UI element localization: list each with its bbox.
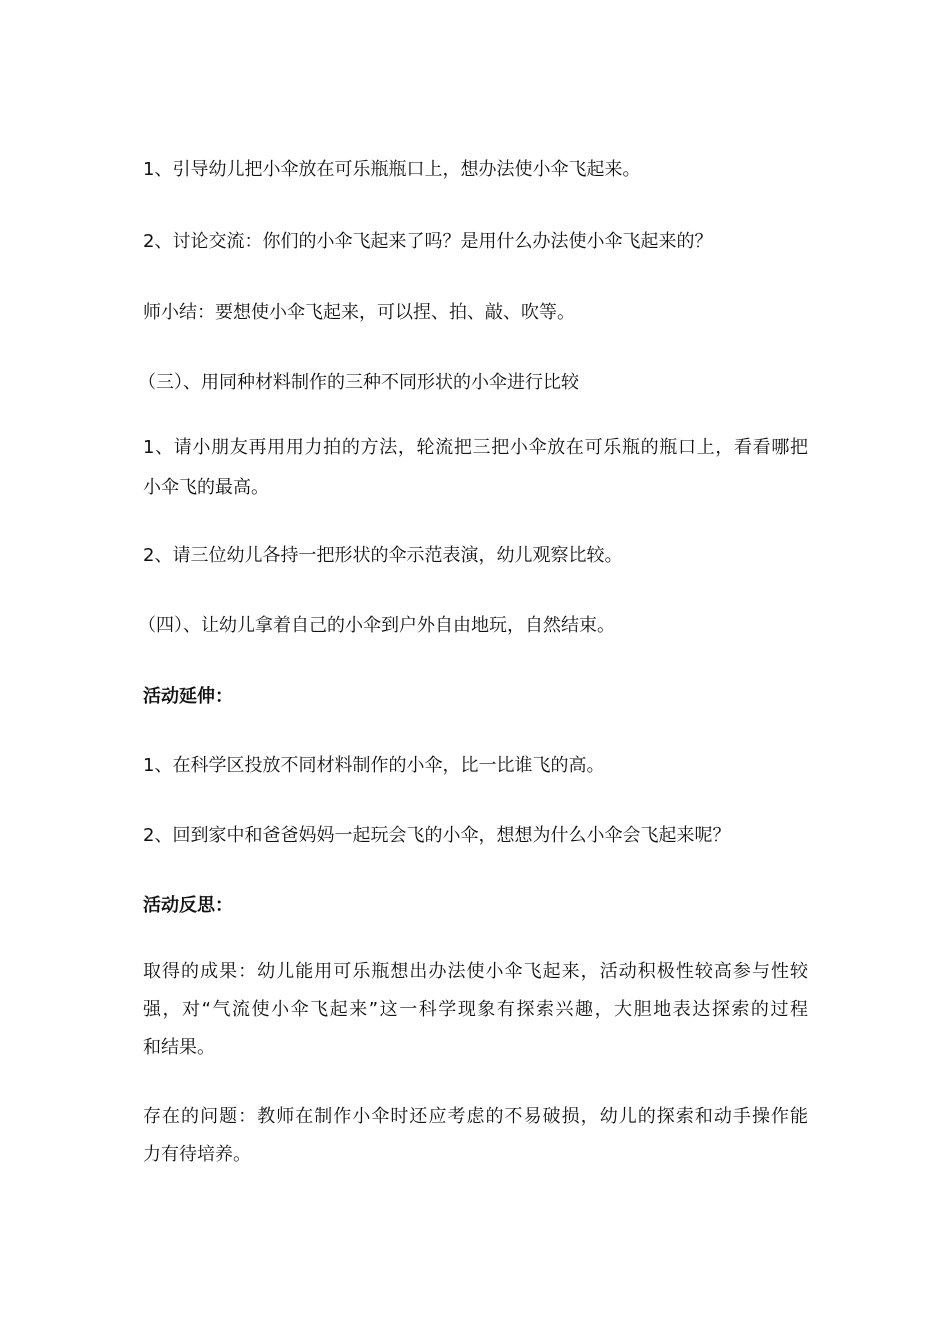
paragraph-compare-1-line-1: 1、请小朋友再用用力拍的方法，轮流把三把小伞放在可乐瓶的瓶口上，看看哪把 <box>143 437 808 458</box>
paragraph-step-1: 1、引导幼儿把小伞放在可乐瓶瓶口上，想办法使小伞飞起来。 <box>143 159 641 180</box>
paragraph-results-line-3: 和结果。 <box>143 1037 215 1058</box>
paragraph-step-2: 2、讨论交流：你们的小伞飞起来了吗？是用什么办法使小伞飞起来的？ <box>143 231 713 252</box>
section-heading-3: （三）、用同种材料制作的三种不同形状的小伞进行比较 <box>138 372 579 393</box>
paragraph-compare-2: 2、请三位幼儿各持一把形状的伞示范表演，幼儿观察比较。 <box>143 545 623 566</box>
paragraph-teacher-summary: 师小结：要想使小伞飞起来，可以捏、拍、敲、吹等。 <box>143 302 575 323</box>
section-heading-4: （四）、让幼儿拿着自己的小伞到户外自由地玩，自然结束。 <box>138 615 615 636</box>
paragraph-results-line-1: 取得的成果：幼儿能用可乐瓶想出办法使小伞飞起来，活动积极性较高参与性较 <box>143 961 808 982</box>
paragraph-problems-line-2: 力有待培养。 <box>143 1144 251 1165</box>
paragraph-results-line-2: 强，对“气流使小伞飞起来”这一科学现象有探索兴趣，大胆地表达探索的过程 <box>143 999 808 1020</box>
heading-activity-reflection: 活动反思： <box>143 895 233 916</box>
paragraph-extension-1: 1、在科学区投放不同材料制作的小伞，比一比谁飞的高。 <box>143 755 605 776</box>
heading-activity-extension: 活动延伸： <box>143 686 233 707</box>
paragraph-extension-2: 2、回到家中和爸爸妈妈一起玩会飞的小伞，想想为什么小伞会飞起来呢？ <box>143 825 731 846</box>
paragraph-compare-1-line-2: 小伞飞的最高。 <box>143 477 269 498</box>
paragraph-problems-line-1: 存在的问题：教师在制作小伞时还应考虑的不易破损，幼儿的探索和动手操作能 <box>143 1106 808 1127</box>
